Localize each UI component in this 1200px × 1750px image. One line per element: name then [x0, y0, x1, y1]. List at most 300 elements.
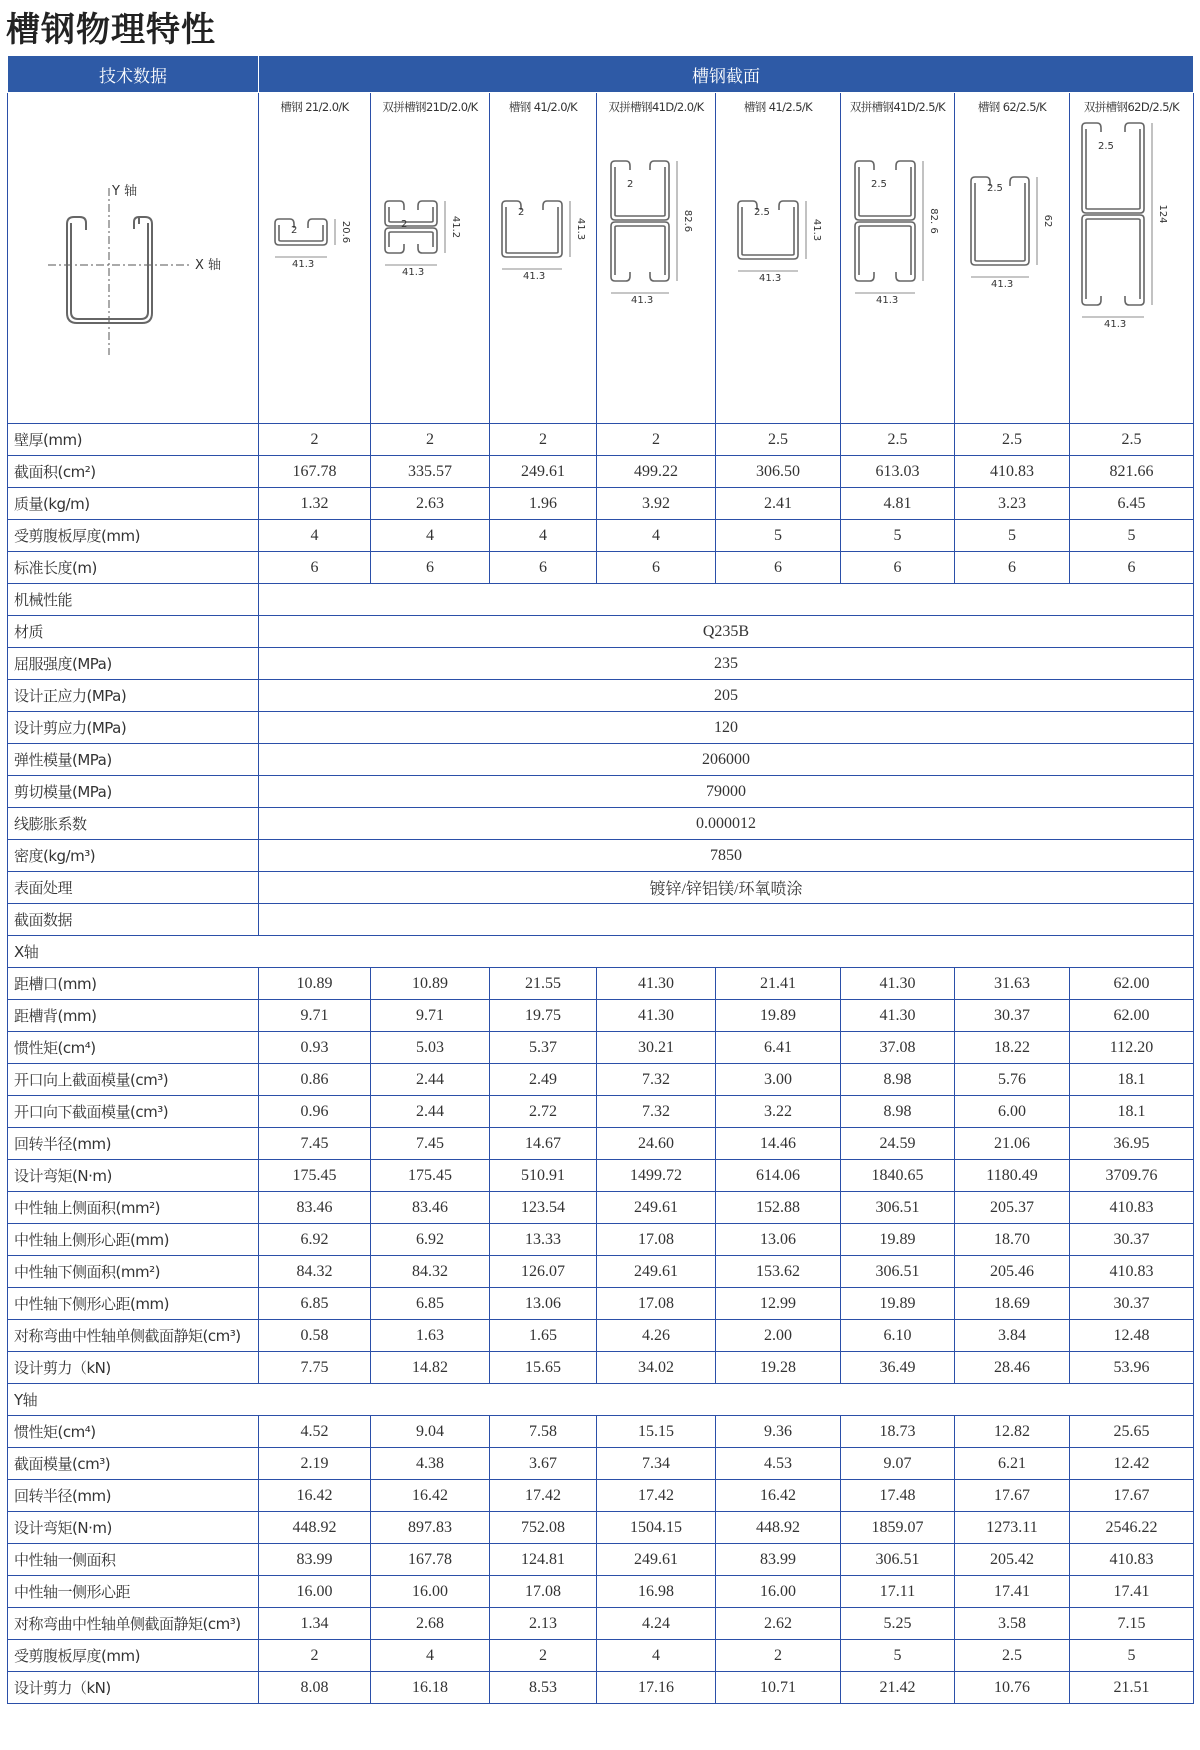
table-cell: 3.22 — [716, 1096, 841, 1128]
table-cell: 306.51 — [841, 1544, 955, 1576]
table-cell: 7.34 — [597, 1448, 716, 1480]
row-label: 标准长度(m) — [8, 552, 259, 584]
table-cell: 16.18 — [371, 1672, 490, 1704]
table-cell: 205.46 — [955, 1256, 1070, 1288]
row-label: 中性轴下侧形心距(mm) — [8, 1288, 259, 1320]
table-cell: 9.04 — [371, 1416, 490, 1448]
width-dim-label: 41.3 — [876, 295, 899, 306]
table-cell: 4 — [490, 520, 597, 552]
table-cell: 6 — [955, 552, 1070, 584]
table-cell: 4.52 — [259, 1416, 371, 1448]
section-name: 槽钢 41/2.5/K — [743, 100, 813, 114]
row-label: 对称弯曲中性轴单侧截面静矩(cm³) — [8, 1320, 259, 1352]
table-cell: 123.54 — [490, 1192, 597, 1224]
table-cell: 3.23 — [955, 488, 1070, 520]
table-cell: 41.30 — [597, 968, 716, 1000]
table-cell: 2.63 — [371, 488, 490, 520]
table-cell: 613.03 — [841, 456, 955, 488]
row-label: 壁厚(mm) — [8, 424, 259, 456]
row-label: 中性轴上侧面积(mm²) — [8, 1192, 259, 1224]
row-label: 机械性能 — [8, 584, 259, 616]
table-row — [8, 1032, 1194, 1064]
table-cell: 2.5 — [955, 1640, 1070, 1672]
table-cell: 9.71 — [371, 1000, 490, 1032]
table-cell: 10.89 — [259, 968, 371, 1000]
table-cell: 17.41 — [1070, 1576, 1194, 1608]
table-cell: 3.84 — [955, 1320, 1070, 1352]
table-cell: 21.55 — [490, 968, 597, 1000]
section-diagram — [841, 119, 951, 419]
thickness-dim-label: 2.5 — [871, 179, 887, 190]
row-label: 屈服强度(MPa) — [8, 648, 259, 680]
table-cell: 897.83 — [371, 1512, 490, 1544]
row-label: 设计剪应力(MPa) — [8, 712, 259, 744]
table-cell: 448.92 — [259, 1512, 371, 1544]
table-cell: 17.08 — [597, 1288, 716, 1320]
table-cell: 17.08 — [597, 1224, 716, 1256]
row-label: 设计弯矩(N·m) — [8, 1160, 259, 1192]
table-cell: 8.53 — [490, 1672, 597, 1704]
table-cell: 6.92 — [371, 1224, 490, 1256]
table-cell: 2.5 — [955, 424, 1070, 456]
table-row — [8, 616, 1194, 648]
table-cell: 2 — [259, 424, 371, 456]
row-label: 中性轴一侧面积 — [8, 1544, 259, 1576]
table-cell: 17.41 — [955, 1576, 1070, 1608]
table-cell: 306.51 — [841, 1256, 955, 1288]
table-cell: 24.59 — [841, 1128, 955, 1160]
table-cell: 6 — [716, 552, 841, 584]
table-cell: 205.42 — [955, 1544, 1070, 1576]
row-label: X轴 — [8, 936, 1194, 968]
table-cell: 41.30 — [841, 968, 955, 1000]
height-dim-label: 82. 6 — [928, 208, 939, 234]
table-cell: 1859.07 — [841, 1512, 955, 1544]
table-cell: 5.76 — [955, 1064, 1070, 1096]
table-cell: 614.06 — [716, 1160, 841, 1192]
table-cell: 31.63 — [955, 968, 1070, 1000]
table-row — [8, 1672, 1194, 1704]
table-cell: 3.58 — [955, 1608, 1070, 1640]
table-cell: 62.00 — [1070, 968, 1194, 1000]
row-label: 设计弯矩(N·m) — [8, 1512, 259, 1544]
table-cell: 12.48 — [1070, 1320, 1194, 1352]
section-diagram — [955, 119, 1065, 419]
table-cell: 6.92 — [259, 1224, 371, 1256]
width-dim-label: 41.3 — [759, 273, 782, 284]
width-dim-label: 41.3 — [991, 279, 1014, 290]
table-cell: 17.67 — [1070, 1480, 1194, 1512]
table-cell: 5.03 — [371, 1032, 490, 1064]
row-label: 回转半径(mm) — [8, 1480, 259, 1512]
table-cell: 18.70 — [955, 1224, 1070, 1256]
table-cell: 19.75 — [490, 1000, 597, 1032]
table-cell: 6 — [259, 552, 371, 584]
section-name: 双拼槽钢21D/2.0/K — [382, 100, 478, 114]
section-name: 槽钢 21/2.0/K — [280, 100, 349, 114]
table-cell: 19.28 — [716, 1352, 841, 1384]
table-row — [8, 712, 1194, 744]
table-cell: 13.33 — [490, 1224, 597, 1256]
width-dim-label: 41.3 — [523, 271, 546, 282]
table-cell-merged — [259, 584, 1194, 616]
table-cell: 2.72 — [490, 1096, 597, 1128]
table-row — [8, 648, 1194, 680]
table-cell: 16.00 — [259, 1576, 371, 1608]
table-cell: 3.00 — [716, 1064, 841, 1096]
table-cell: 249.61 — [597, 1544, 716, 1576]
table-cell: 5 — [1070, 520, 1194, 552]
table-row — [8, 744, 1194, 776]
table-cell: 14.82 — [371, 1352, 490, 1384]
width-dim-label: 41.3 — [1104, 319, 1127, 330]
table-cell: 167.78 — [371, 1544, 490, 1576]
row-label: 中性轴上侧形心距(mm) — [8, 1224, 259, 1256]
row-label: 截面模量(cm³) — [8, 1448, 259, 1480]
height-dim-label: 82.6 — [682, 209, 693, 233]
table-cell: 0.96 — [259, 1096, 371, 1128]
table-cell: 17.08 — [490, 1576, 597, 1608]
x-axis-label: X 轴 — [195, 258, 222, 273]
section-name: 槽钢 62/2.5/K — [977, 100, 1047, 114]
table-cell: 112.20 — [1070, 1032, 1194, 1064]
table-cell: 10.89 — [371, 968, 490, 1000]
table-cell: 7.45 — [259, 1128, 371, 1160]
table-cell: 6 — [490, 552, 597, 584]
table-cell: 25.65 — [1070, 1416, 1194, 1448]
table-cell: 249.61 — [597, 1192, 716, 1224]
thickness-dim-label: 2 — [518, 207, 525, 218]
table-cell: 152.88 — [716, 1192, 841, 1224]
table-cell: 2.44 — [371, 1096, 490, 1128]
table-cell: 4 — [597, 1640, 716, 1672]
table-cell: 4 — [371, 1640, 490, 1672]
table-cell: 9.36 — [716, 1416, 841, 1448]
table-cell: 1.34 — [259, 1608, 371, 1640]
table-cell: 7.75 — [259, 1352, 371, 1384]
table-cell: 30.37 — [1070, 1288, 1194, 1320]
table-cell: 2 — [490, 1640, 597, 1672]
table-row — [8, 1352, 1194, 1384]
table-cell: 6 — [371, 552, 490, 584]
table-cell: 30.21 — [597, 1032, 716, 1064]
table-cell: 2 — [597, 424, 716, 456]
table-cell: 6.00 — [955, 1096, 1070, 1128]
table-cell: 7.15 — [1070, 1608, 1194, 1640]
table-cell: 16.98 — [597, 1576, 716, 1608]
table-row — [8, 520, 1194, 552]
row-label: 材质 — [8, 616, 259, 648]
table-cell: 3709.76 — [1070, 1160, 1194, 1192]
table-row — [8, 584, 1194, 616]
table-cell: 1.96 — [490, 488, 597, 520]
row-label: 剪切模量(MPa) — [8, 776, 259, 808]
height-dim-label: 20.6 — [340, 220, 351, 244]
table-row — [8, 808, 1194, 840]
table-cell-merged: 镀锌/锌铝镁/环氧喷涂 — [259, 872, 1194, 904]
table-cell: 21.42 — [841, 1672, 955, 1704]
table-cell: 2.5 — [841, 424, 955, 456]
header-section: 槽钢截面 — [259, 56, 1194, 93]
table-row — [8, 1640, 1194, 1672]
table-cell: 126.07 — [490, 1256, 597, 1288]
table-cell-merged: 7850 — [259, 840, 1194, 872]
section-name: 双拼槽钢41D/2.5/K — [849, 100, 946, 114]
table-row — [8, 1544, 1194, 1576]
axis-diagram — [8, 93, 259, 423]
table-cell: 6.41 — [716, 1032, 841, 1064]
table-cell: 1.65 — [490, 1320, 597, 1352]
section-cell — [1070, 93, 1194, 424]
table-cell: 124.81 — [490, 1544, 597, 1576]
table-cell: 410.83 — [1070, 1256, 1194, 1288]
thickness-dim-label: 2.5 — [987, 183, 1003, 194]
table-cell: 2.44 — [371, 1064, 490, 1096]
table-cell-merged: 206000 — [259, 744, 1194, 776]
channel-shape — [611, 161, 669, 281]
row-label: 弹性模量(MPa) — [8, 744, 259, 776]
table-cell: 3.92 — [597, 488, 716, 520]
table-cell: 16.42 — [716, 1480, 841, 1512]
row-label: 中性轴下侧面积(mm²) — [8, 1256, 259, 1288]
table-cell: 36.49 — [841, 1352, 955, 1384]
row-label: 受剪腹板厚度(mm) — [8, 520, 259, 552]
table-cell: 167.78 — [259, 456, 371, 488]
table-cell: 1180.49 — [955, 1160, 1070, 1192]
height-dim-label: 41.2 — [450, 215, 461, 239]
row-label: 受剪腹板厚度(mm) — [8, 1640, 259, 1672]
row-label: 截面数据 — [8, 904, 259, 936]
table-cell: 5 — [716, 520, 841, 552]
table-cell: 1840.65 — [841, 1160, 955, 1192]
table-cell: 5.37 — [490, 1032, 597, 1064]
table-cell: 249.61 — [597, 1256, 716, 1288]
table-cell: 0.58 — [259, 1320, 371, 1352]
table-cell: 0.93 — [259, 1032, 371, 1064]
table-cell: 28.46 — [955, 1352, 1070, 1384]
table-cell: 18.1 — [1070, 1064, 1194, 1096]
table-cell: 153.62 — [716, 1256, 841, 1288]
channel-shape — [385, 201, 437, 253]
table-cell: 410.83 — [1070, 1192, 1194, 1224]
table-cell: 1273.11 — [955, 1512, 1070, 1544]
table-cell: 4 — [597, 520, 716, 552]
table-cell: 2 — [259, 1640, 371, 1672]
height-dim-label: 62 — [1042, 214, 1053, 228]
row-label: 设计正应力(MPa) — [8, 680, 259, 712]
section-cell — [597, 93, 716, 424]
table-cell: 0.86 — [259, 1064, 371, 1096]
thickness-dim-label: 2.5 — [754, 207, 770, 218]
table-cell: 6.85 — [371, 1288, 490, 1320]
table-cell: 4.38 — [371, 1448, 490, 1480]
table-cell: 4 — [371, 520, 490, 552]
table-cell-merged: 205 — [259, 680, 1194, 712]
table-row — [8, 1128, 1194, 1160]
table-cell-merged: 0.000012 — [259, 808, 1194, 840]
row-label: 表面处理 — [8, 872, 259, 904]
table-cell: 7.32 — [597, 1064, 716, 1096]
table-cell: 21.51 — [1070, 1672, 1194, 1704]
table-row — [8, 552, 1194, 584]
table-cell: 10.76 — [955, 1672, 1070, 1704]
table-cell: 18.69 — [955, 1288, 1070, 1320]
table-cell: 30.37 — [955, 1000, 1070, 1032]
section-cell — [841, 93, 955, 424]
table-cell: 16.00 — [716, 1576, 841, 1608]
table-cell: 18.22 — [955, 1032, 1070, 1064]
table-cell: 6.10 — [841, 1320, 955, 1352]
y-axis-label: Y 轴 — [112, 184, 138, 199]
table-row — [8, 1416, 1194, 1448]
thickness-dim-label: 2 — [401, 219, 408, 230]
table-cell: 17.16 — [597, 1672, 716, 1704]
table-cell: 7.58 — [490, 1416, 597, 1448]
header-tech-data: 技术数据 — [8, 56, 259, 93]
table-cell: 41.30 — [841, 1000, 955, 1032]
table-cell: 12.42 — [1070, 1448, 1194, 1480]
table-cell: 34.02 — [597, 1352, 716, 1384]
table-cell: 19.89 — [841, 1288, 955, 1320]
table-row — [8, 904, 1194, 936]
table-cell-merged — [259, 904, 1194, 936]
row-label: 设计剪力（kN) — [8, 1352, 259, 1384]
row-label: 中性轴一侧形心距 — [8, 1576, 259, 1608]
section-cell — [259, 93, 371, 424]
table-cell-merged: 235 — [259, 648, 1194, 680]
row-label: 惯性矩(cm⁴) — [8, 1416, 259, 1448]
row-label: 质量(kg/m) — [8, 488, 259, 520]
table-cell: 410.83 — [1070, 1544, 1194, 1576]
table-row — [8, 1512, 1194, 1544]
width-dim-label: 41.3 — [402, 267, 425, 278]
table-cell: 13.06 — [716, 1224, 841, 1256]
table-cell: 9.71 — [259, 1000, 371, 1032]
table-cell: 5 — [841, 520, 955, 552]
table-cell: 4.53 — [716, 1448, 841, 1480]
table-cell: 2.19 — [259, 1448, 371, 1480]
table-cell: 2.68 — [371, 1608, 490, 1640]
table-cell: 2.62 — [716, 1608, 841, 1640]
table-cell: 1.63 — [371, 1320, 490, 1352]
spec-table — [7, 55, 1194, 1704]
table-cell: 5 — [841, 1640, 955, 1672]
table-cell: 83.46 — [259, 1192, 371, 1224]
table-row — [8, 840, 1194, 872]
table-cell: 17.48 — [841, 1480, 955, 1512]
table-cell-merged: 120 — [259, 712, 1194, 744]
table-cell: 410.83 — [955, 456, 1070, 488]
table-cell: 53.96 — [1070, 1352, 1194, 1384]
table-cell: 821.66 — [1070, 456, 1194, 488]
table-cell: 5.25 — [841, 1608, 955, 1640]
table-cell: 18.1 — [1070, 1096, 1194, 1128]
table-cell: 2.13 — [490, 1608, 597, 1640]
height-dim-label: 41.3 — [811, 218, 822, 242]
table-cell: 6 — [597, 552, 716, 584]
row-label: 开口向下截面模量(cm³) — [8, 1096, 259, 1128]
section-cell — [955, 93, 1070, 424]
table-row — [8, 488, 1194, 520]
table-row — [8, 776, 1194, 808]
table-cell: 10.71 — [716, 1672, 841, 1704]
table-cell: 6 — [1070, 552, 1194, 584]
table-cell: 19.89 — [841, 1224, 955, 1256]
table-cell: 499.22 — [597, 456, 716, 488]
table-cell: 4.26 — [597, 1320, 716, 1352]
channel-shape — [275, 219, 327, 245]
table-cell: 16.42 — [259, 1480, 371, 1512]
row-label: 截面积(cm²) — [8, 456, 259, 488]
table-cell: 510.91 — [490, 1160, 597, 1192]
width-dim-label: 41.3 — [292, 259, 315, 270]
table-cell: 335.57 — [371, 456, 490, 488]
table-cell: 448.92 — [716, 1512, 841, 1544]
section-diagram — [371, 119, 481, 419]
table-cell: 2.5 — [1070, 424, 1194, 456]
row-label: 距槽口(mm) — [8, 968, 259, 1000]
thickness-dim-label: 2.5 — [1098, 141, 1114, 152]
table-cell: 1.32 — [259, 488, 371, 520]
table-row — [8, 1096, 1194, 1128]
row-label: 线膨胀系数 — [8, 808, 259, 840]
section-diagram — [597, 119, 707, 419]
table-cell: 83.99 — [259, 1544, 371, 1576]
row-label: 密度(kg/m³) — [8, 840, 259, 872]
table-cell: 21.41 — [716, 968, 841, 1000]
row-label: Y轴 — [8, 1384, 1194, 1416]
table-row — [8, 424, 1194, 456]
table-row — [8, 456, 1194, 488]
table-cell: 9.07 — [841, 1448, 955, 1480]
table-cell: 37.08 — [841, 1032, 955, 1064]
table-cell: 1499.72 — [597, 1160, 716, 1192]
table-row — [8, 968, 1194, 1000]
table-cell: 5 — [1070, 1640, 1194, 1672]
table-cell: 306.50 — [716, 456, 841, 488]
table-cell-merged: 79000 — [259, 776, 1194, 808]
section-diagram — [259, 119, 369, 419]
row-label: 惯性矩(cm⁴) — [8, 1032, 259, 1064]
table-row — [8, 1448, 1194, 1480]
thickness-dim-label: 2 — [627, 179, 634, 190]
table-row — [8, 1256, 1194, 1288]
table-cell: 249.61 — [490, 456, 597, 488]
table-row — [8, 1064, 1194, 1096]
table-cell: 16.00 — [371, 1576, 490, 1608]
table-cell: 7.32 — [597, 1096, 716, 1128]
thickness-dim-label: 2 — [291, 225, 298, 236]
table-row — [8, 1160, 1194, 1192]
table-row — [8, 872, 1194, 904]
table-row — [8, 1608, 1194, 1640]
table-cell: 8.98 — [841, 1096, 955, 1128]
table-cell: 4.24 — [597, 1608, 716, 1640]
width-dim-label: 41.3 — [631, 295, 654, 306]
section-cell — [716, 93, 841, 424]
table-cell: 12.99 — [716, 1288, 841, 1320]
row-label: 回转半径(mm) — [8, 1128, 259, 1160]
table-cell: 2 — [490, 424, 597, 456]
table-cell: 2546.22 — [1070, 1512, 1194, 1544]
table-cell: 3.67 — [490, 1448, 597, 1480]
table-row — [8, 1192, 1194, 1224]
table-cell: 8.08 — [259, 1672, 371, 1704]
table-row — [8, 1320, 1194, 1352]
table-row — [8, 1224, 1194, 1256]
height-dim-label: 41.3 — [575, 217, 586, 241]
table-row — [8, 680, 1194, 712]
